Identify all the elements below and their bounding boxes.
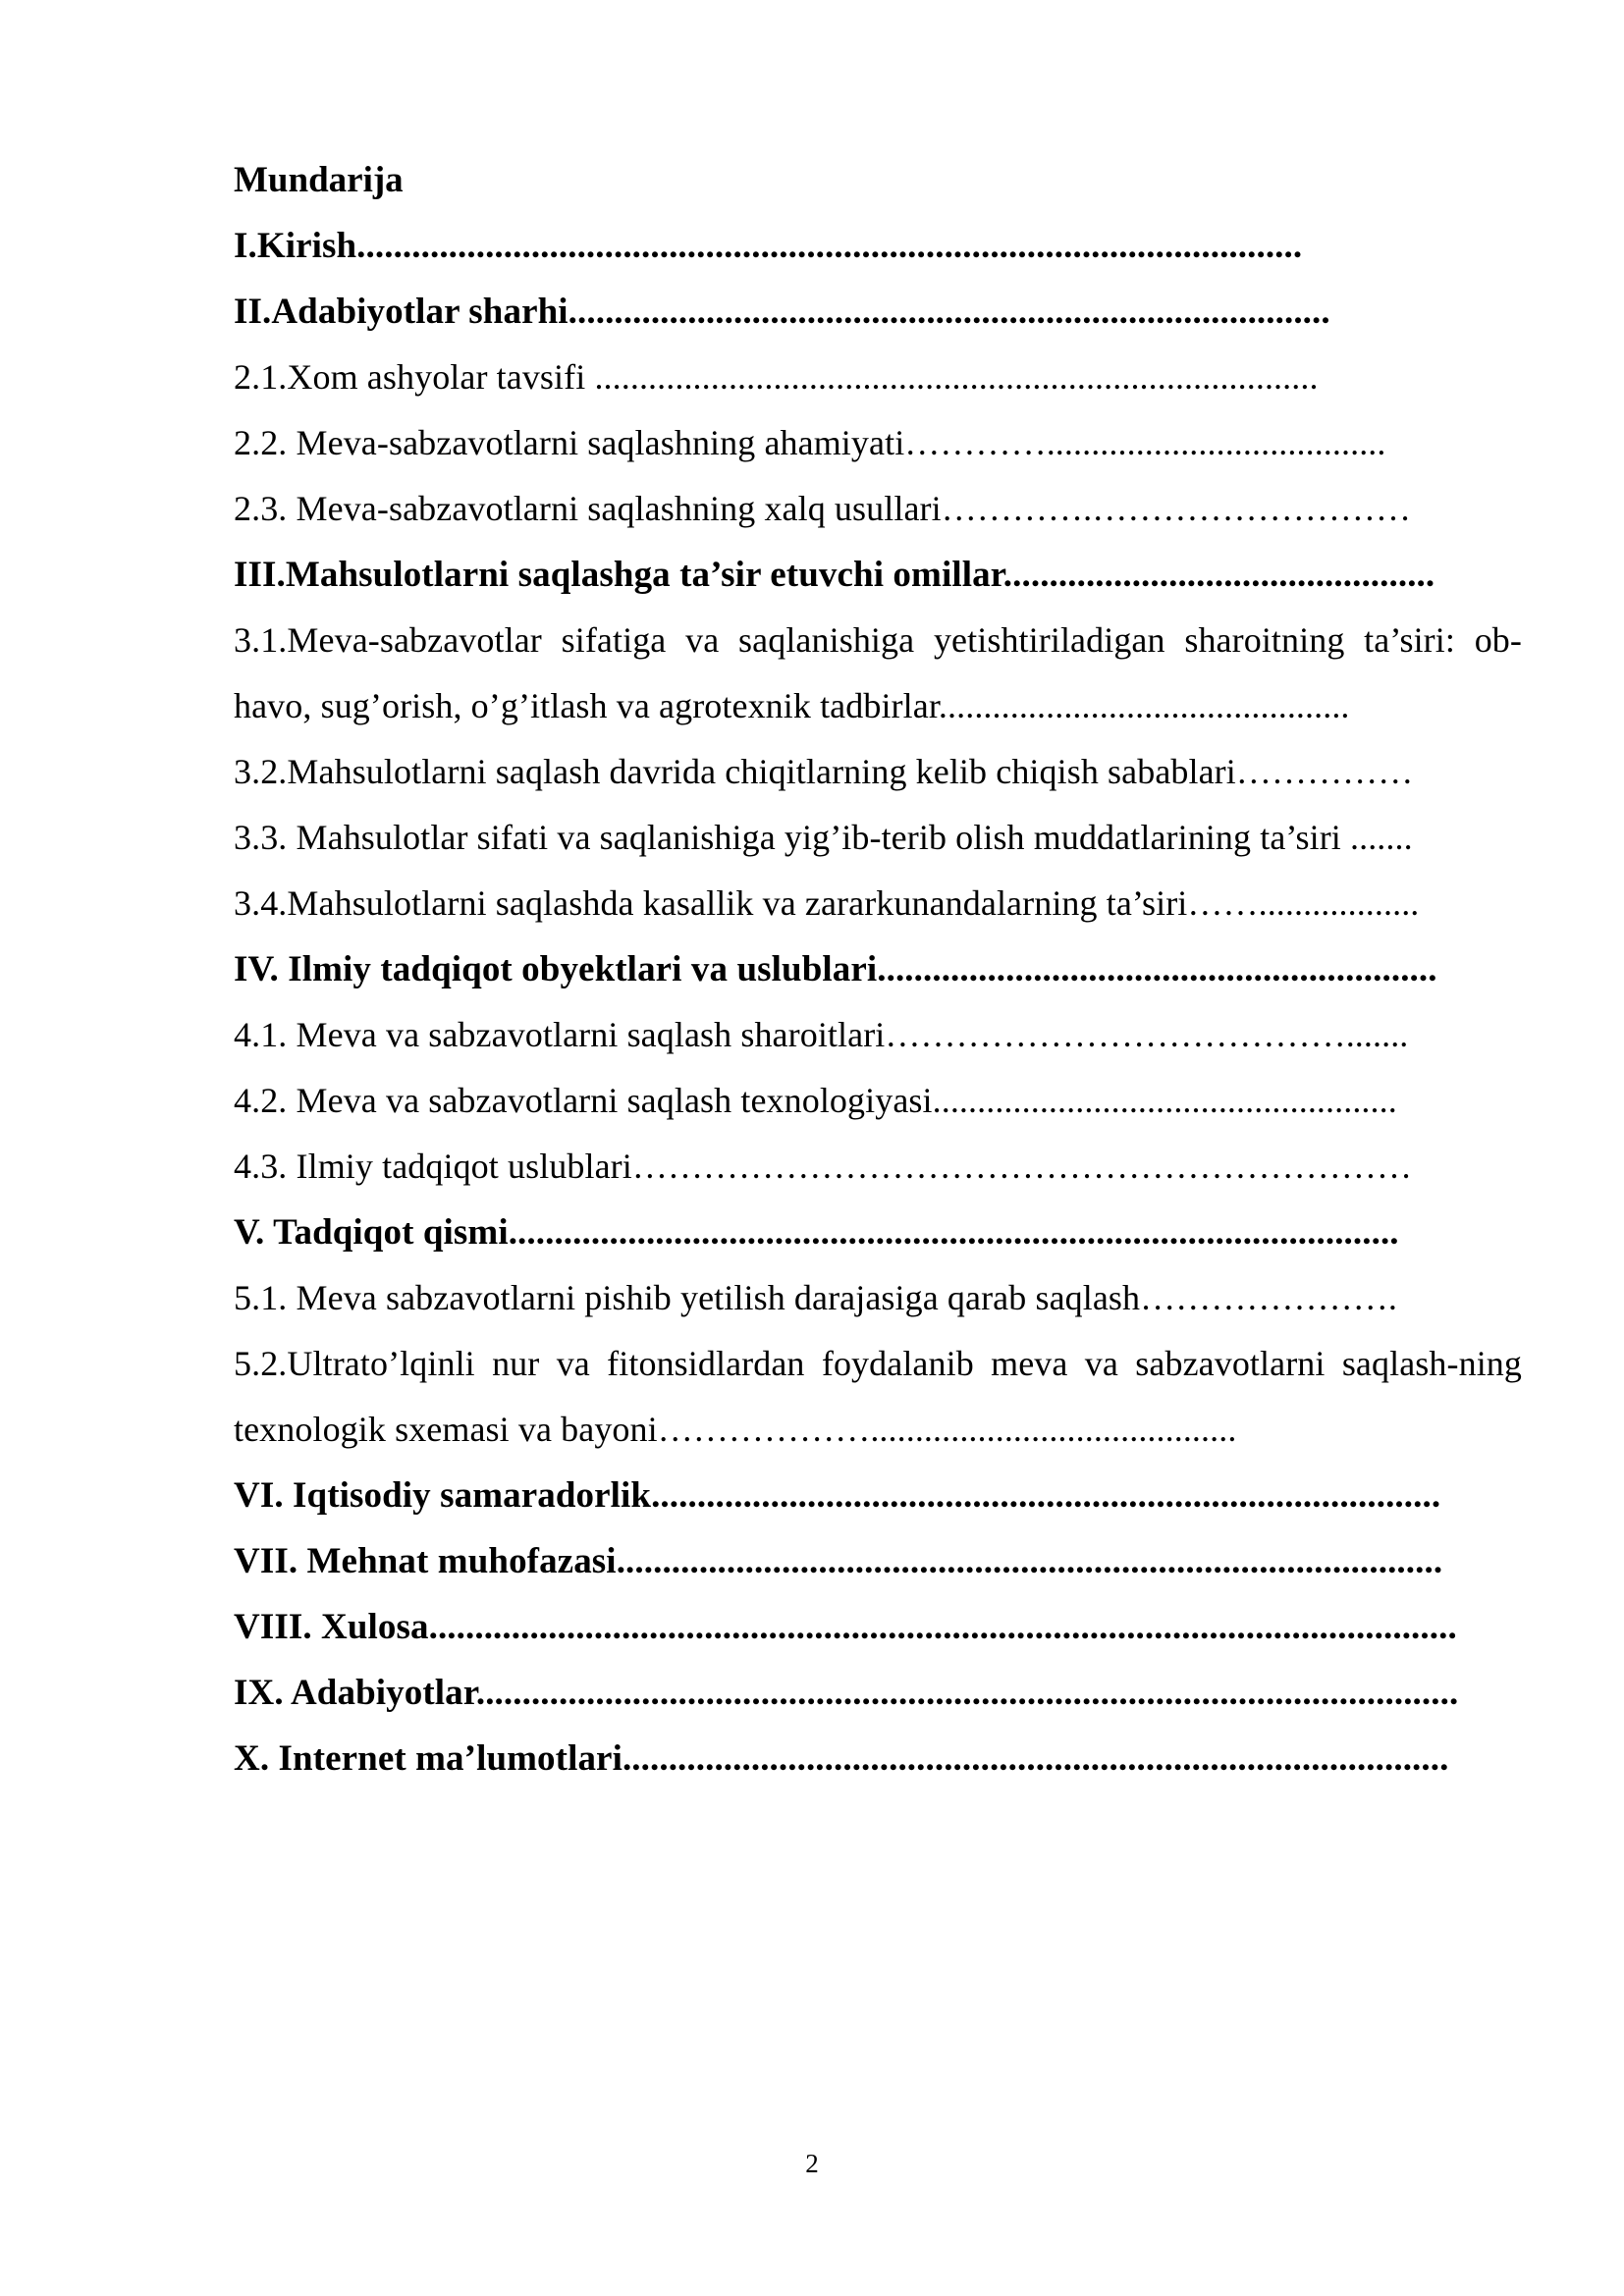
toc-list <box>234 213 1522 1791</box>
toc-entry: IX. Adabiyotlar........................................................................................................... <box>234 1673 1459 1713</box>
toc-entry: 2.1.Xom ashyolar tavsifi ................................................................................. <box>234 357 1319 397</box>
toc-entry: VI. Iqtisodiy samaradorlik...................................................................................... <box>234 1475 1441 1516</box>
page-number: 2 <box>805 2149 819 2178</box>
toc-entry: 4.3. Ilmiy tadqiqot uslublari………………………………………………………… <box>234 1147 1413 1186</box>
toc-entry: 4.1. Meva va sabzavotlarni saqlash sharoitlari…………………………………....... <box>234 1015 1409 1054</box>
toc-entry: II.Adabiyotlar sharhi................................................................................... <box>234 292 1330 332</box>
toc-entry: VIII. Xulosa................................................................................................................ <box>234 1607 1457 1647</box>
toc-title: Mundarija <box>234 160 404 200</box>
toc-entry: IV. Ilmiy tadqiqot obyektlari va uslublari............................................................. <box>234 949 1437 989</box>
toc-entry: 2.3. Meva-sabzavotlarni saqlashning xalq usullari………….……………………… <box>234 489 1412 528</box>
toc-entry: 3.1.Meva-sabzavotlar sifatiga va saqlanishiga yetishtiriladigan sharoitning ta’siri: ob-havo, sug’orish, o’g’itlash va agrotexnik tadbirlar.............................................. <box>234 620 1522 725</box>
toc-entry: 4.2. Meva va sabzavotlarni saqlash texnologiyasi.................................................... <box>234 1081 1397 1120</box>
toc-entry: 3.4.Mahsulotlarni saqlashda kasallik va zararkunandalarning ta’siri…….................. <box>234 883 1420 923</box>
toc-entry: 3.2.Mahsulotlarni saqlash davrida chiqitlarning kelib chiqish sabablari…………… <box>234 752 1414 791</box>
toc-entry: 5.2.Ultrato’lqinli nur va fitonsidlardan foydalanib meva va sabzavotlarni saqlash-ning texnologik sxemasi va bayoni………………......................................... <box>234 1344 1522 1449</box>
table-of-contents <box>234 147 1522 1791</box>
toc-entry: VII. Mehnat muhofazasi.......................................................................................... <box>234 1541 1443 1581</box>
toc-entry: X. Internet ma’lumotlari.......................................................................................... <box>234 1738 1449 1779</box>
toc-entry: 2.2. Meva-sabzavotlarni saqlashning ahamiyati…………...................................... <box>234 423 1386 462</box>
toc-entry: V. Tadqiqot qismi................................................................................................. <box>234 1212 1399 1253</box>
toc-entry: 5.1. Meva sabzavotlarni pishib yetilish darajasiga qarab saqlash…………………. <box>234 1278 1397 1317</box>
toc-entry: III.Mahsulotlarni saqlashga ta’sir etuvchi omillar............................................... <box>234 555 1435 595</box>
toc-entry: I.Kirish....................................................................................................... <box>234 226 1303 266</box>
toc-entry: 3.3. Mahsulotlar sifati va saqlanishiga yig’ib-terib olish muddatlarining ta’siri ....... <box>234 818 1413 857</box>
